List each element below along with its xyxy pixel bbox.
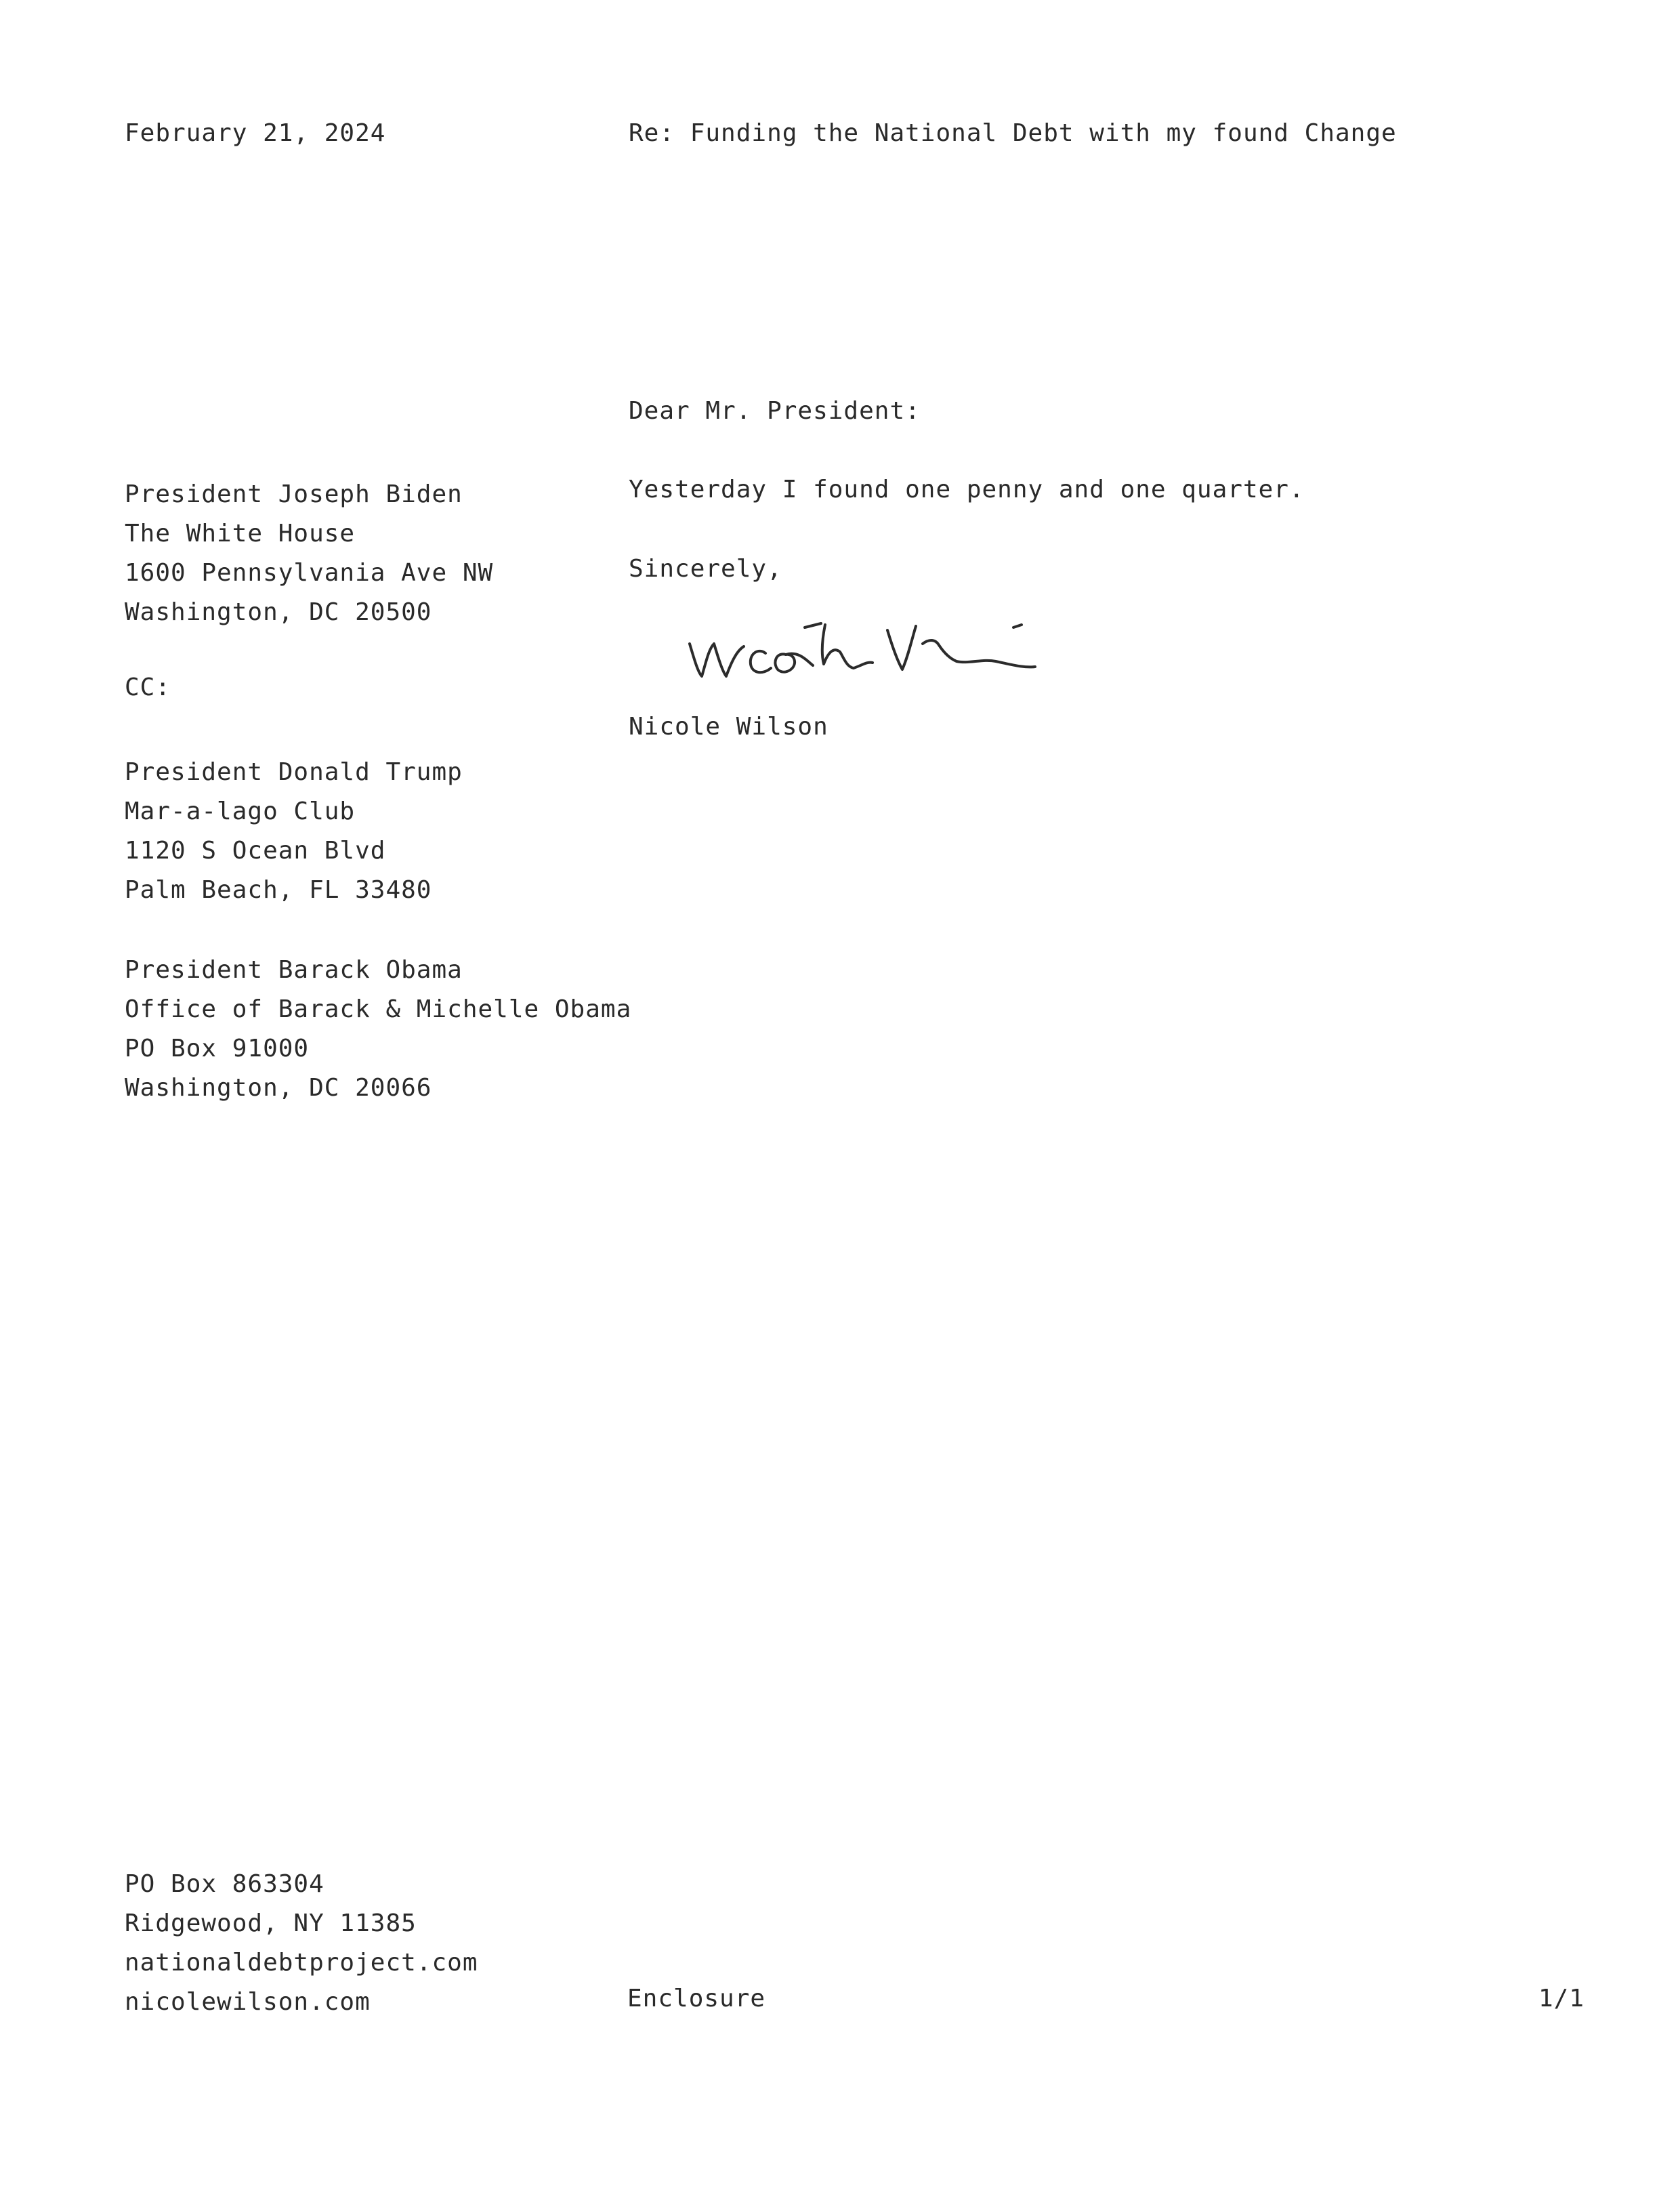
address-line: Palm Beach, FL 33480 <box>125 876 432 904</box>
sender-line: PO Box 863304 <box>125 1870 324 1898</box>
recipient-address <box>125 475 493 632</box>
address-line: The White House <box>125 520 356 548</box>
address-line: Mar-a-lago Club <box>125 798 356 825</box>
handwritten-signature <box>684 596 1064 691</box>
address-line: Washington, DC 20500 <box>125 598 432 626</box>
address-line: 1600 Pennsylvania Ave NW <box>125 559 494 587</box>
signer-name: Nicole Wilson <box>629 713 828 741</box>
closing: Sincerely, <box>629 555 782 583</box>
letter-body: Yesterday I found one penny and one quarter. <box>629 476 1305 503</box>
address-line: Washington, DC 20066 <box>125 1074 432 1102</box>
letter-subject: Re: Funding the National Debt with my found Change <box>629 119 1397 147</box>
sender-line: Ridgewood, NY 11385 <box>125 1909 417 1937</box>
address-line: 1120 S Ocean Blvd <box>125 837 386 865</box>
address-line: PO Box 91000 <box>125 1035 310 1062</box>
cc-label: CC: <box>125 674 171 701</box>
address-line: President Donald Trump <box>125 758 463 786</box>
address-line: President Barack Obama <box>125 956 463 984</box>
sender-address <box>125 1865 478 2022</box>
enclosure-note: Enclosure <box>627 1985 766 2012</box>
address-line: Office of Barack & Michelle Obama <box>125 995 632 1023</box>
sender-website: nationaldebtproject.com <box>125 1949 478 1977</box>
salutation: Dear Mr. President: <box>629 397 921 425</box>
sender-website: nicolewilson.com <box>125 1988 371 2016</box>
cc-address-trump <box>125 753 463 910</box>
letter-date: February 21, 2024 <box>125 119 386 147</box>
page-number: 1/1 <box>1538 1985 1585 2012</box>
cc-address-obama <box>125 951 631 1108</box>
address-line: President Joseph Biden <box>125 480 463 508</box>
